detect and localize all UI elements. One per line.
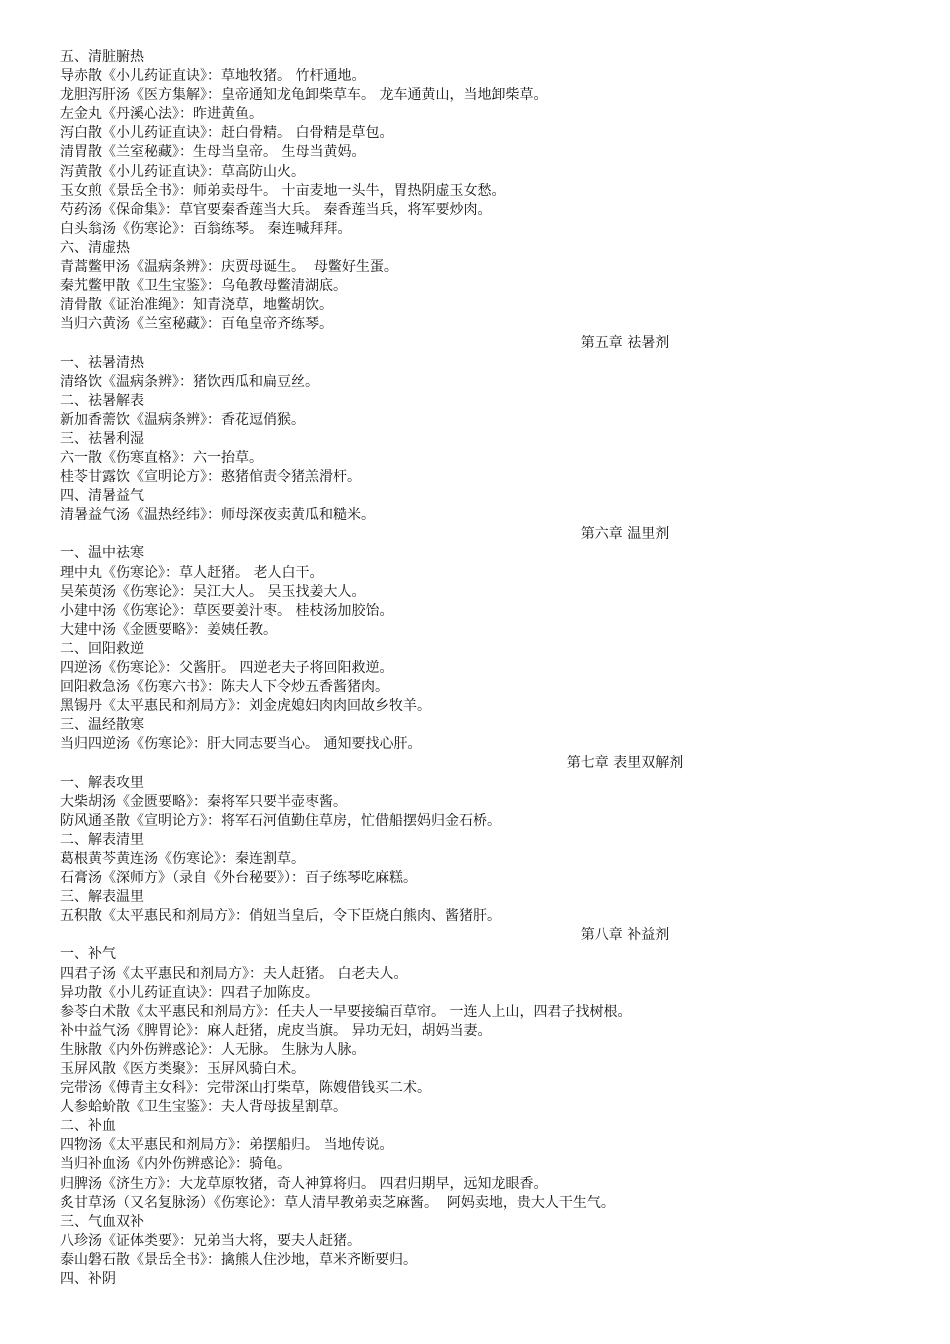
formula-entry: 五积散《太平惠民和剂局方》：俏妞当皇后，令下臣烧白熊肉、酱猪肝。 bbox=[60, 908, 501, 925]
formula-entry: 清胃散《兰室秘藏》：生母当皇帝。 生母当黄妈。 bbox=[60, 144, 366, 161]
formula-entry: 青蒿鳖甲汤《温病条辨》：庆贾母诞生。 母鳖好生蛋。 bbox=[60, 259, 398, 276]
formula-entry: 参苓白术散《太平惠民和剂局方》：任夫人一早要接编百草帘。 一连人上山，四君子找树根。 bbox=[60, 1003, 632, 1020]
formula-entry: 补中益气汤《脾胃论》：麻人赶猪，虎皮当旗。 异功无妇，胡妈当妻。 bbox=[60, 1022, 492, 1039]
section-heading: 四、补阴 bbox=[60, 1271, 116, 1287]
formula-entry: 八珍汤《证体类要》：兄弟当大将，要夫人赶猪。 bbox=[60, 1232, 361, 1249]
formula-entry: 玉女煎《景岳全书》：师弟卖母牛。 十亩麦地一头牛，胃热阴虚玉女愁。 bbox=[60, 182, 506, 199]
formula-entry: 龙胆泻肝汤《医方集解》：皇帝通知龙龟卸柴草车。 龙车通黄山，当地卸柴草。 bbox=[60, 87, 548, 104]
formula-entry: 大建中汤《金匮要略》：姜姨任教。 bbox=[60, 621, 277, 638]
section-heading: 三、气血双补 bbox=[60, 1213, 144, 1230]
formula-entry: 人参蛤蚧散《卫生宝鉴》：夫人背母拔星割草。 bbox=[60, 1099, 347, 1116]
formula-entry: 清骨散《证治准绳》：知青浇草，地鳖胡饮。 bbox=[60, 297, 333, 314]
section-heading: 五、清脏腑热 bbox=[60, 49, 144, 65]
formula-entry: 完带汤《傅青主女科》：完带深山打柴草，陈嫂借钱买二术。 bbox=[60, 1080, 431, 1097]
chapter-heading: 第五章 祛暑剂 bbox=[580, 335, 670, 352]
section-heading: 六、清虚热 bbox=[60, 239, 130, 256]
section-heading: 二、补血 bbox=[60, 1118, 116, 1135]
section-heading: 三、解表温里 bbox=[60, 889, 144, 906]
formula-entry: 芍药汤《保命集》：草官要秦香莲当大兵。 秦香莲当兵，将军要炒肉。 bbox=[60, 201, 492, 218]
formula-entry: 清络饮《温病条辨》：猪饮西瓜和扁豆丝。 bbox=[60, 373, 319, 390]
formula-entry: 吴茱萸汤《伤寒论》：吴江大人。 吴玉找姜大人。 bbox=[60, 583, 366, 600]
formula-entry: 当归补血汤《内外伤辨惑论》：骑龟。 bbox=[60, 1156, 291, 1173]
formula-entry: 炙甘草汤（又名复脉汤）《伤寒论》：草人清早教弟卖芝麻酱。 阿妈卖地，贵大人干生气。 bbox=[60, 1194, 615, 1211]
formula-entry: 防风通圣散《宣明论方》：将军石河值勤住草房，忙借船摆妈归金石桥。 bbox=[60, 812, 501, 829]
formula-entry: 白头翁汤《伤寒论》：百翁练琴。 秦连喊拜拜。 bbox=[60, 220, 352, 237]
formula-entry: 泰山磐石散《景岳全书》：擒熊人住沙地，草米齐断要归。 bbox=[60, 1251, 417, 1268]
formula-entry: 回阳救急汤《伤寒六书》：陈夫人下令炒五香酱猪肉。 bbox=[60, 679, 389, 696]
chapter-heading: 第七章 表里双解剂 bbox=[566, 755, 684, 772]
section-heading: 四、清暑益气 bbox=[60, 488, 144, 505]
formula-entry: 四物汤《太平惠民和剂局方》：弟摆船归。 当地传说。 bbox=[60, 1137, 394, 1154]
section-heading: 一、温中祛寒 bbox=[60, 545, 144, 562]
formula-entry: 黑锡丹《太平惠民和剂局方》：刘金虎媳妇肉肉回故乡牧羊。 bbox=[60, 698, 431, 715]
formula-entry: 归脾汤《济生方》：大龙草原牧猪，奇人神算将归。 四君归期早，远知龙眼香。 bbox=[60, 1175, 548, 1192]
formula-entry: 桂苓甘露饮《宣明论方》：憨猪倌责令猪羔滑杆。 bbox=[60, 469, 361, 486]
section-heading: 一、祛暑清热 bbox=[60, 354, 144, 371]
section-heading: 一、解表攻里 bbox=[60, 774, 144, 791]
formula-entry: 新加香薷饮《温病条辨》：香花逗俏猴。 bbox=[60, 411, 305, 428]
formula-entry: 玉屏风散《医方类聚》：玉屏风骑白术。 bbox=[60, 1060, 305, 1077]
formula-entry: 小建中汤《伤寒论》：草医要姜汁枣。 桂枝汤加胶饴。 bbox=[60, 602, 394, 619]
formula-entry: 理中丸《伤寒论》：草人赶猪。 老人白干。 bbox=[60, 564, 324, 581]
formula-entry: 泻白散《小儿药证直诀》：赶白骨精。 白骨精是草包。 bbox=[60, 125, 394, 142]
formula-entry: 泻黄散《小儿药证直诀》：草高防山火。 bbox=[60, 163, 305, 180]
chapter-heading: 第六章 温里剂 bbox=[580, 526, 670, 543]
document-body bbox=[60, 48, 920, 1289]
formula-entry: 葛根黄芩黄连汤《伤寒论》：秦连割草。 bbox=[60, 850, 305, 867]
section-heading: 一、补气 bbox=[60, 946, 116, 963]
section-heading: 二、回阳救逆 bbox=[60, 640, 144, 657]
section-heading: 二、祛暑解表 bbox=[60, 392, 144, 409]
formula-entry: 左金丸《丹溪心法》：昨进黄鱼。 bbox=[60, 106, 263, 123]
formula-entry: 清暑益气汤《温热经纬》：师母深夜卖黄瓜和糙米。 bbox=[60, 507, 375, 524]
formula-entry: 四君子汤《太平惠民和剂局方》：夫人赶猪。 白老夫人。 bbox=[60, 965, 408, 982]
formula-entry: 当归四逆汤《伤寒论》：肝大同志要当心。 通知要找心肝。 bbox=[60, 736, 422, 753]
formula-entry: 石膏汤《深师方》（录自《外台秘要》）：百子练琴吃麻糕。 bbox=[60, 870, 417, 887]
formula-entry: 大柴胡汤《金匮要略》：秦将军只要半壶枣酱。 bbox=[60, 793, 347, 810]
formula-entry: 异功散《小儿药证直诀》：四君子加陈皮。 bbox=[60, 984, 319, 1001]
formula-entry: 秦艽鳖甲散《卫生宝鉴》：乌龟教母鳖清湖底。 bbox=[60, 278, 347, 295]
formula-entry: 生脉散《内外伤辨惑论》：人无脉。 生脉为人脉。 bbox=[60, 1041, 366, 1058]
formula-entry: 当归六黄汤《兰室秘藏》：百龟皇帝齐练琴。 bbox=[60, 316, 333, 333]
formula-entry: 六一散《伤寒直格》：六一抬草。 bbox=[60, 449, 263, 466]
formula-entry: 导赤散《小儿药证直诀》：草地牧猪。 竹杆通地。 bbox=[60, 68, 366, 85]
chapter-heading: 第八章 补益剂 bbox=[580, 927, 670, 944]
formula-entry: 四逆汤《伤寒论》：父酱肝。 四逆老夫子将回阳救逆。 bbox=[60, 660, 394, 676]
section-heading: 三、祛暑利湿 bbox=[60, 430, 144, 447]
section-heading: 二、解表清里 bbox=[60, 831, 144, 848]
section-heading: 三、温经散寒 bbox=[60, 717, 144, 734]
